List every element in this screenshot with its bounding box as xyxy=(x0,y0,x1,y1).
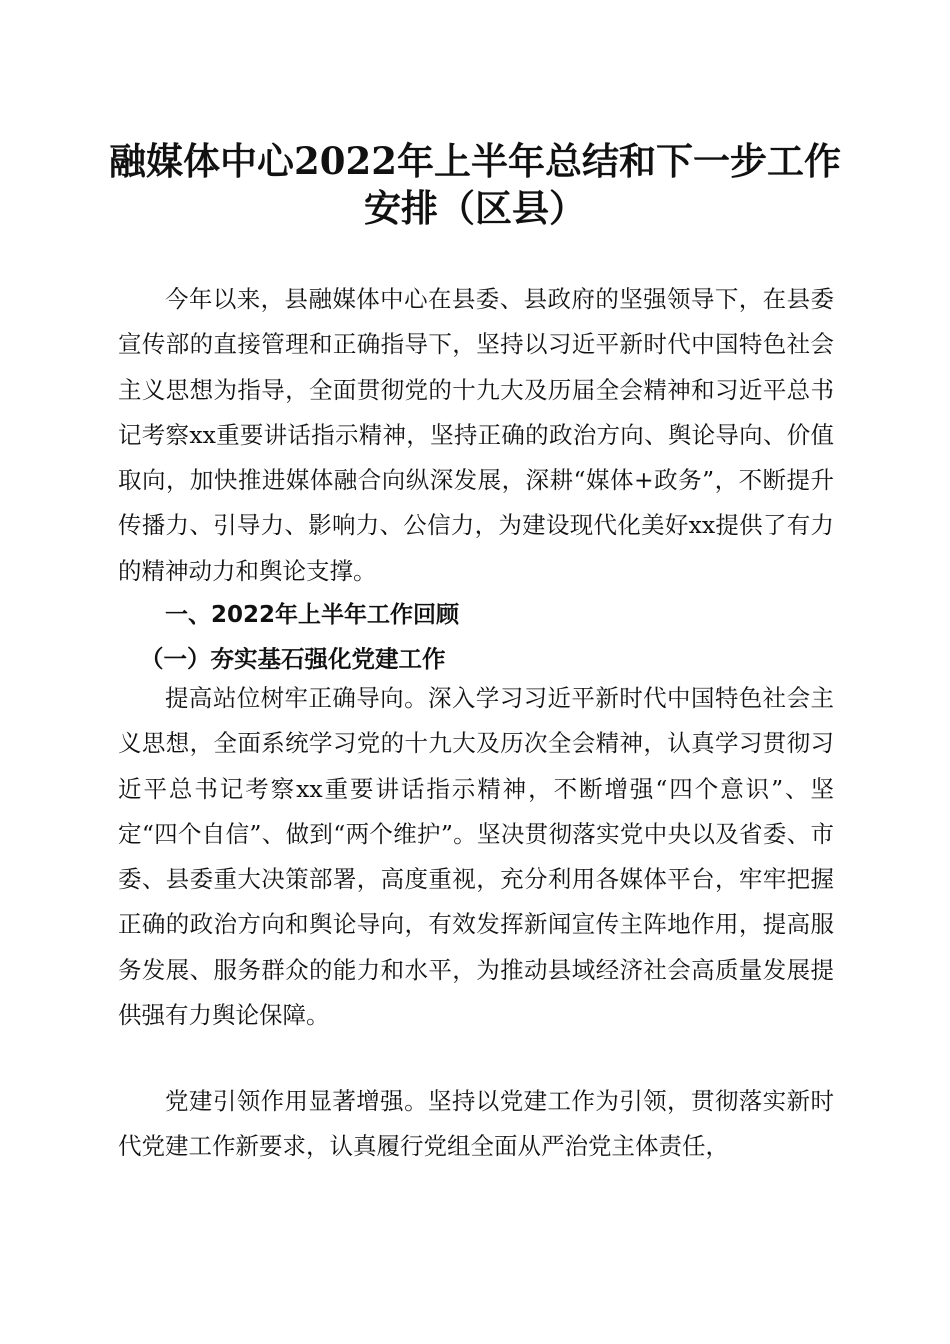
document-title-line-2: 安排（区县） xyxy=(364,186,586,230)
intro-paragraph: 今年以来，县融媒体中心在县委、县政府的坚强领导下，在县委宣传部的直接管理和正确指导下，坚持以习近平新时代中国特色社会主义思想为指导，全面贯彻党的十九大及历届全会精神和习近平总书记考察xx重要讲话指示精神，坚持正确的政治方向、舆论导向、价值取向，加快推进媒体融合向纵深发展，深耕“媒体+政务”，不断提升传播力、引导力、影响力、公信力，为建设现代化美好xx提供了有力的精神动力和舆论支撑。 xyxy=(118,285,834,585)
body-paragraph: 提高站位树牢正确导向。深入学习习近平新时代中国特色社会主义思想，全面系统学习党的十九大及历次全会精神，认真学习贯彻习近平总书记考察xx重要讲话指示精神，不断增强“四个意识”、坚定“四个自信”、做到“两个维护”。坚决贯彻落实党中央以及省委、市委、县委重大决策部署，高度重视，充分利用各媒体平台，牢牢把握正确的政治方向和舆论导向，有效发挥新闻宣传主阵地作用，提高服务发展、服务群众的能力和水平，为推动县域经济社会高质量发展提供强有力舆论保障。 xyxy=(118,684,834,1030)
document-title-line-1: 融媒体中心2022年上半年总结和下一步工作 xyxy=(109,139,841,183)
section-heading: 一、2022年上半年工作回顾 xyxy=(165,602,460,628)
body-paragraph: 党建引领作用显著增强。坚持以党建工作为引领，贯彻落实新时代党建工作新要求，认真履行党组全面从严治党主体责任， xyxy=(118,1087,834,1161)
subsection-heading: （一）夯实基石强化党建工作 xyxy=(140,645,446,673)
